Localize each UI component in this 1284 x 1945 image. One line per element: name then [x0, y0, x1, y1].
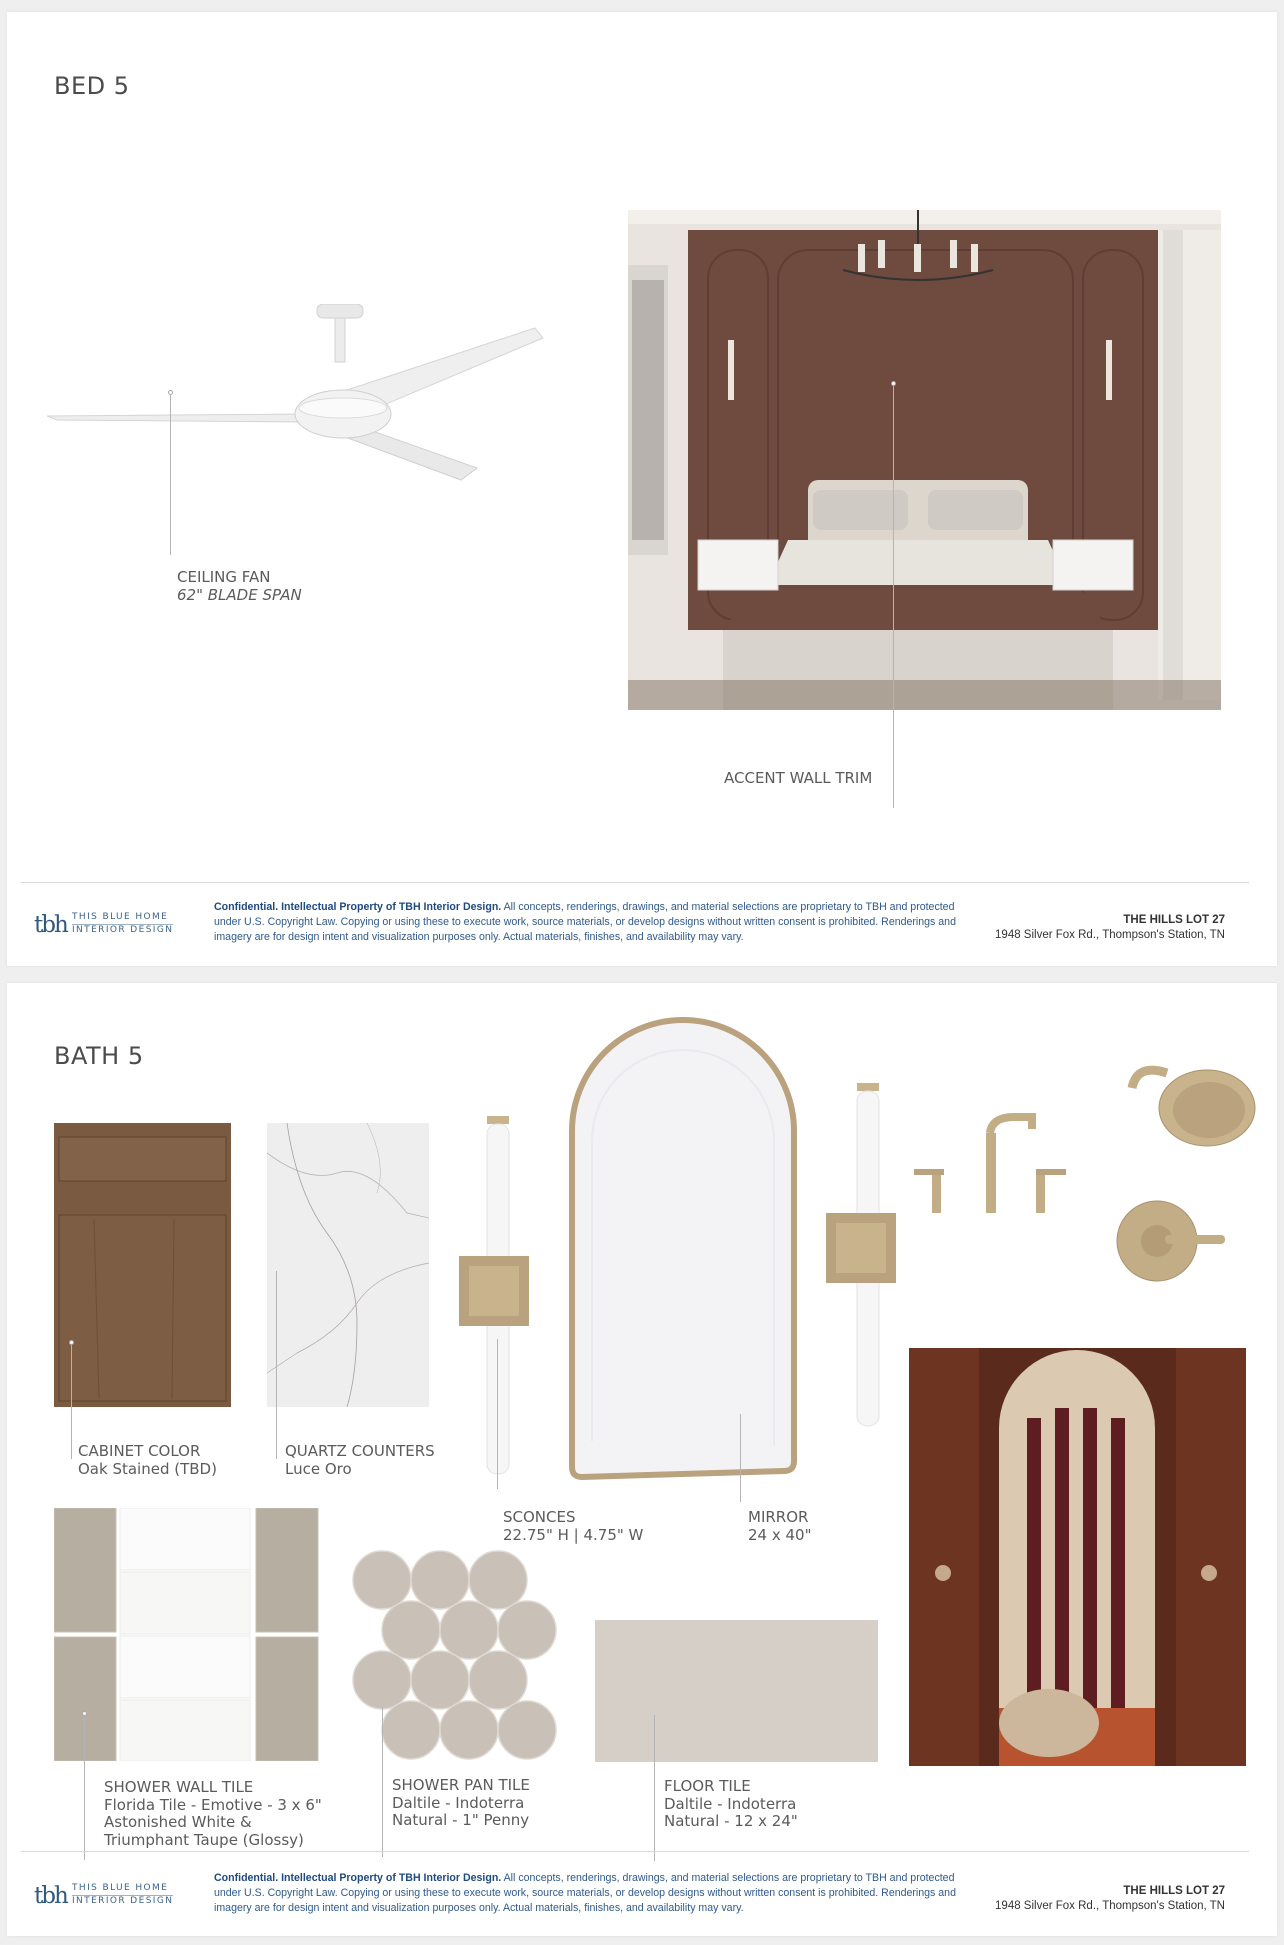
- floor-tile-leader: [654, 1715, 655, 1861]
- confidentiality-notice: Confidential. Intellectual Property of TBH Interior Design. All concepts, renderings, drawings, and material selections are proprietary to TBH and protected under U.S. Copyright Law. Copying or using these to execute work, source materials, or develop designs without written consent is prohibited. Renderings and imagery are for design intent and visualization purposes only. Actual materials, finishes, and availability may vary.: [214, 1872, 956, 1914]
- cabinet-swatch: [54, 1123, 231, 1407]
- quartz-leader: [276, 1271, 277, 1459]
- sconce-image: [459, 1116, 539, 1478]
- tbh-logo-icon: tbh: [34, 912, 67, 938]
- tbh-logo-icon: tbh: [34, 1883, 67, 1909]
- cabinet-label: CABINET COLOR Oak Stained (TBD): [78, 1442, 217, 1478]
- floor-tile-label: FLOOR TILE Daltile - Indoterra Natural - 12 x 24": [664, 1777, 798, 1830]
- mirror-label: MIRROR 24 x 40": [748, 1508, 812, 1544]
- brand-name: THIS BLUE HOME INTERIOR DESIGN: [72, 1883, 174, 1906]
- footer-divider: [21, 882, 1249, 883]
- confidentiality-notice: Confidential. Intellectual Property of TBH Interior Design. All concepts, renderings, drawings, and material selections are proprietary to TBH and protected under U.S. Copyright Law. Copying or using these to execute work, source materials, or develop designs without written consent is prohibited. Renderings and imagery are for design intent and visualization purposes only. Actual materials, finishes, and availability may vary.: [214, 901, 956, 943]
- shower-pan-leader: [382, 1707, 383, 1857]
- shower-wall-label: SHOWER WALL TILE Florida Tile - Emotive - 3 x 6" Astonished White & Triumphant Taupe (Glossy): [104, 1778, 322, 1849]
- footer: [7, 888, 1277, 948]
- accent-wall-leader: [893, 386, 894, 808]
- floor-tile-swatch: [595, 1620, 878, 1762]
- shower-wall-leader: [84, 1716, 85, 1860]
- ceiling-fan-label: CEILING FAN 62" BLADE SPAN: [177, 568, 302, 604]
- ceiling-fan-image: [47, 304, 567, 504]
- bedroom-rendering-image: [628, 210, 1221, 710]
- accent-wall-label: ACCENT WALL TRIM: [724, 769, 873, 787]
- page-title: BATH 5: [54, 1042, 144, 1070]
- sconce-leader: [497, 1339, 498, 1489]
- page-title: BED 5: [54, 72, 130, 100]
- quartz-swatch: [267, 1123, 429, 1407]
- showerhead-image: [1127, 1058, 1267, 1158]
- ceiling-fan-leader: [170, 395, 171, 555]
- faucet-image: [902, 1113, 1082, 1223]
- bed-5-page: [7, 12, 1277, 966]
- sconce-label: SCONCES 22.75" H | 4.75" W: [503, 1508, 644, 1544]
- mirror-image: [552, 1001, 814, 1484]
- shower-pan-label: SHOWER PAN TILE Daltile - Indoterra Natural - 1" Penny: [392, 1776, 530, 1829]
- shower-rendering-image: [909, 1348, 1246, 1766]
- project-info: THE HILLS LOT 27 1948 Silver Fox Rd., Thompson's Station, TN: [995, 1885, 1225, 1912]
- project-info: THE HILLS LOT 27 1948 Silver Fox Rd., Thompson's Station, TN: [995, 914, 1225, 941]
- shower-wall-tile-swatch: [54, 1508, 319, 1761]
- cabinet-leader: [71, 1345, 72, 1459]
- footer: [7, 1859, 1277, 1919]
- sconce-image: [822, 1083, 902, 1428]
- mirror-leader: [740, 1414, 741, 1502]
- shower-valve-image: [1109, 1191, 1229, 1291]
- bath-5-page: [7, 983, 1277, 1936]
- quartz-label: QUARTZ COUNTERS Luce Oro: [285, 1442, 435, 1478]
- footer-divider: [21, 1851, 1249, 1852]
- brand-name: THIS BLUE HOME INTERIOR DESIGN: [72, 912, 174, 935]
- shower-pan-tile-swatch: [352, 1550, 564, 1770]
